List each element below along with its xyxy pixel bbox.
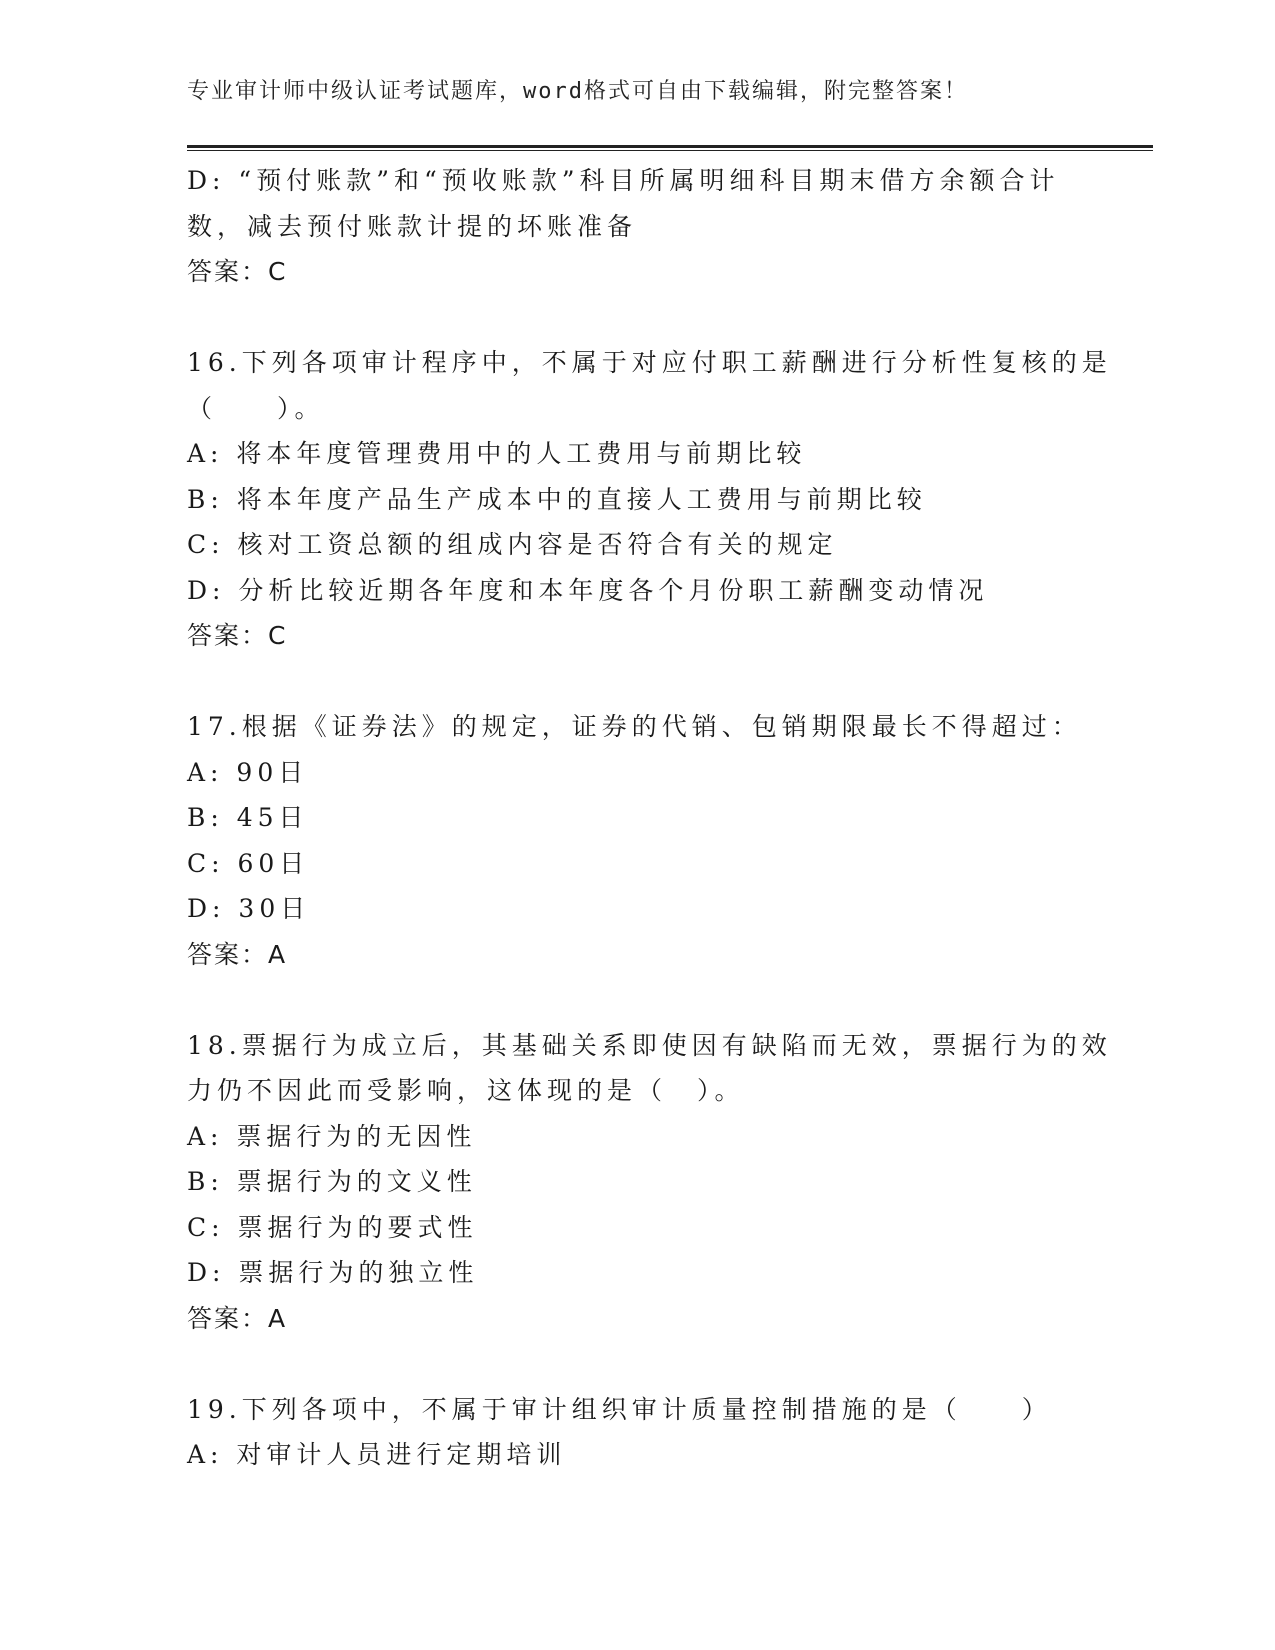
text-line: A: 票据行为的无因性 [187,1121,477,1151]
blank-line [187,977,1087,1023]
text-line: C: 60日 [187,848,310,878]
answer-line: 答案：A [187,1303,288,1333]
page-header: 专业审计师中级认证考试题库，word格式可自由下载编辑，附完整答案！ [187,79,968,104]
text-line: 17.根据《证券法》的规定，证券的代销、包销期限最长不得超过： [187,712,1082,741]
text-line: B: 将本年度产品生产成本中的直接人工费用与前期比较 [187,484,927,514]
text-line: D: 30日 [187,894,311,923]
answer-line: 答案：A [187,939,288,969]
document-body [187,158,1112,1478]
text-line: B: 45日 [187,803,309,832]
text-line: A: 90日 [187,757,309,787]
text-line: 力仍不因此而受影响，这体现的是（ ）。 [187,1076,745,1105]
answer-line: 答案：C [187,257,288,286]
blank-line [187,295,1087,341]
text-line: B: 票据行为的文义性 [187,1167,477,1196]
text-line: D: 分析比较近期各年度和本年度各个月份职工薪酬变动情况 [187,575,989,605]
text-line: C: 票据行为的要式性 [187,1212,478,1242]
text-line: D: “预付账款”和“预收账款”科目所属明细科目期末借方余额合计 [187,166,1060,195]
answer-line: 答案：C [187,621,288,650]
header-rule-thin [187,150,1153,151]
blank-line [187,659,1087,705]
blank-line [187,1341,1087,1387]
text-line: 18.票据行为成立后，其基础关系即使因有缺陷而无效，票据行为的效 [187,1030,1112,1060]
text-line: C: 核对工资总额的组成内容是否符合有关的规定 [187,530,838,559]
text-line: 19.下列各项中，不属于审计组织审计质量控制措施的是（ ） [187,1394,1052,1424]
text-line: 数，减去预付账款计提的坏账准备 [187,211,638,241]
header-rule-thick [187,145,1153,148]
text-line: （ ）。 [187,393,325,423]
text-line: A: 将本年度管理费用中的人工费用与前期比较 [187,439,807,468]
text-line: D: 票据行为的独立性 [187,1258,479,1287]
text-line: A: 对审计人员进行定期培训 [187,1440,567,1469]
text-line: 16.下列各项审计程序中，不属于对应付职工薪酬进行分析性复核的是 [187,348,1112,377]
